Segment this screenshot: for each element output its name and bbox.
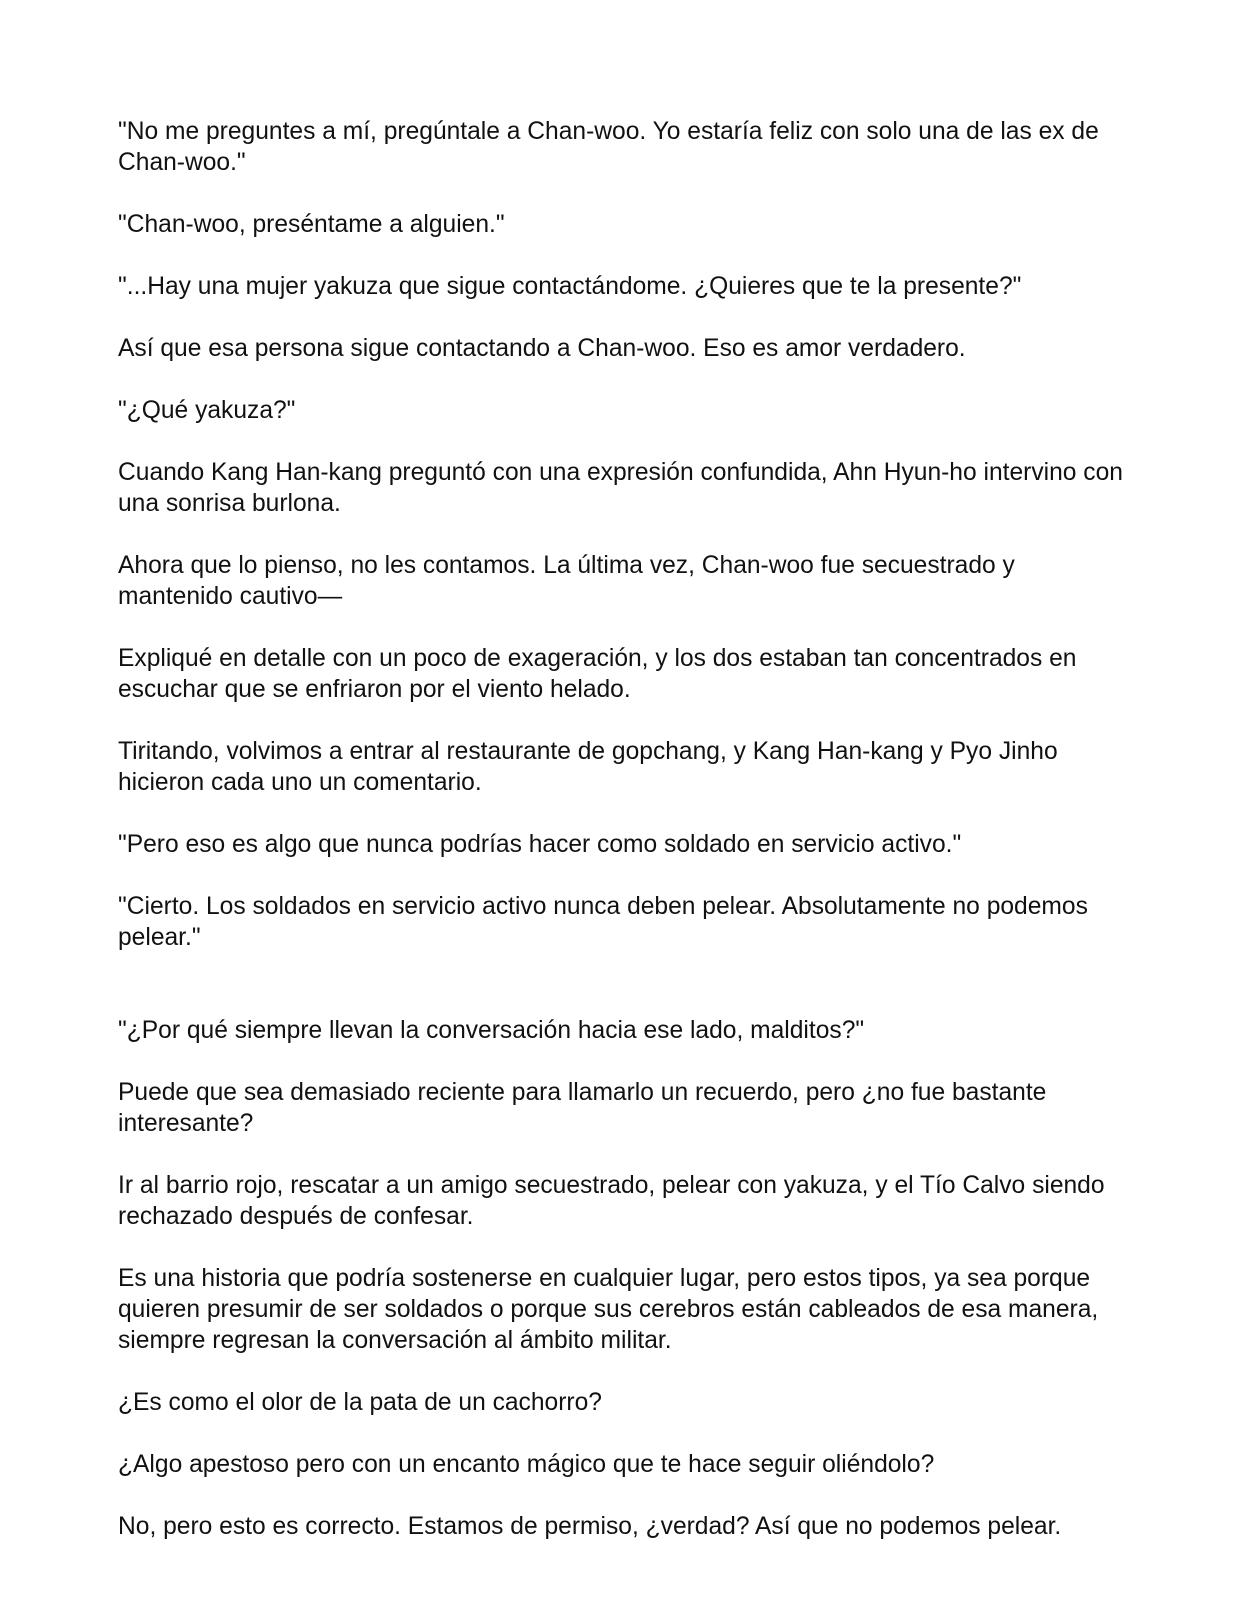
paragraph: "¿Por qué siempre llevan la conversación hacia ese lado, malditos?" xyxy=(118,1017,865,1044)
paragraph: ¿Es como el olor de la pata de un cachorro? xyxy=(118,1389,602,1416)
paragraph: Ahora que lo pienso, no les contamos. La última vez, Chan-woo fue secuestrado y mantenido cautivo— xyxy=(118,552,1015,610)
paragraph: "Cierto. Los soldados en servicio activo nunca deben pelear. Absolutamente no podemos pelear." xyxy=(118,893,1088,951)
paragraph: Así que esa persona sigue contactando a Chan-woo. Eso es amor verdadero. xyxy=(118,335,966,362)
paragraph: "Chan-woo, preséntame a alguien." xyxy=(118,211,505,238)
paragraph: Ir al barrio rojo, rescatar a un amigo secuestrado, pelear con yakuza, y el Tío Calvo siendo rechazado después de confesar. xyxy=(118,1172,1105,1230)
paragraph: No, pero esto es correcto. Estamos de permiso, ¿verdad? Así que no podemos pelear. xyxy=(118,1513,1062,1540)
paragraph: "No me preguntes a mí, pregúntale a Chan-woo. Yo estaría feliz con solo una de las ex de Chan-woo." xyxy=(118,118,1099,176)
paragraph: Tiritando, volvimos a entrar al restaurante de gopchang, y Kang Han-kang y Pyo Jinho hicieron cada uno un comentario. xyxy=(118,738,1058,796)
paragraph: "Pero eso es algo que nunca podrías hacer como soldado en servicio activo." xyxy=(118,831,962,858)
paragraph: Expliqué en detalle con un poco de exageración, y los dos estaban tan concentrados en escuchar que se enfriaron por el viento helado. xyxy=(118,645,1077,703)
paragraph: "...Hay una mujer yakuza que sigue contactándome. ¿Quieres que te la presente?" xyxy=(118,273,1022,300)
paragraph: ¿Algo apestoso pero con un encanto mágico que te hace seguir oliéndolo? xyxy=(118,1451,935,1478)
paragraph: Cuando Kang Han-kang preguntó con una expresión confundida, Ahn Hyun-ho intervino con una sonrisa burlona. xyxy=(118,459,1123,517)
paragraph: Es una historia que podría sostenerse en cualquier lugar, pero estos tipos, ya sea porque quieren presumir de ser soldados o porque sus cerebros están cableados de esa manera, siempre regresan la conversación al ámbito militar. xyxy=(118,1265,1099,1354)
paragraph: Puede que sea demasiado reciente para llamarlo un recuerdo, pero ¿no fue bastante interesante? xyxy=(118,1079,1047,1137)
document-body xyxy=(118,116,1128,1573)
paragraph: "¿Qué yakuza?" xyxy=(118,397,296,424)
